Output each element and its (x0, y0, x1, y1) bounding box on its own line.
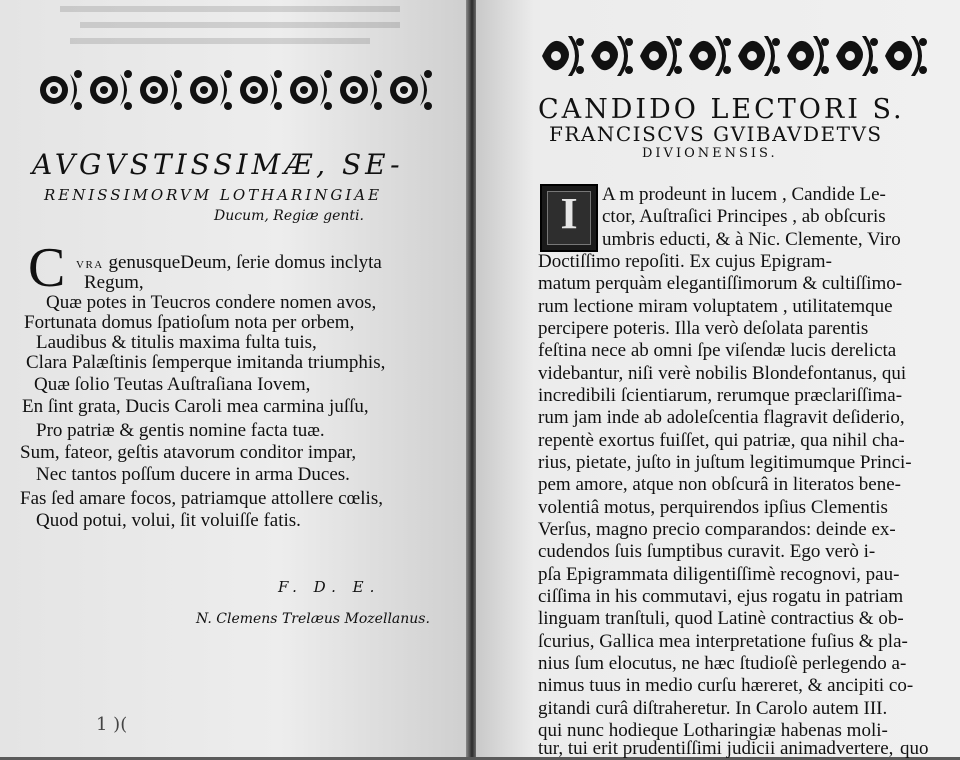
ornamental-headpiece-right (538, 30, 930, 82)
poem-line: Fas ſed amare focos, patriamque attollere cœlis, (20, 488, 383, 509)
poem-line: Fortunata domus ſpatioſum nota per orbem, (24, 312, 355, 333)
preface-line: Doctiſſimo repoſiti. Ex cujus Epigram- (538, 251, 832, 272)
dedication-title-line2: RENISSIMORVM LOTHARINGIAE (44, 186, 383, 204)
decorated-initial-i (540, 184, 598, 252)
preface-line: matum perquàm elegantiſſimorum & cultiſſimo- (538, 273, 903, 294)
preface-line: pſa Epigrammata diligentiſſimè recognovi, pau- (538, 564, 900, 585)
poem-line: Nec tantos poſſum ducere in arma Duces. (36, 464, 350, 485)
left-page (0, 0, 468, 757)
poem-line: En ſint grata, Ducis Caroli mea carmina juſſu, (22, 396, 369, 417)
preface-line: tur, tui erit prudentiſſimi judicii animadvertere, (538, 738, 894, 759)
preface-line: gitandi curâ diſtraheretur. In Carolo autem III. (538, 698, 888, 719)
catchword: quo (900, 738, 929, 759)
preface-line: umbris educti, & à Nic. Clemente, Viro (602, 229, 901, 250)
poem-line: Laudibus & titulis maxima fulta tuis, (36, 332, 317, 353)
small-caps-opening: VRA (76, 259, 104, 271)
preface-line: ſcurius, Gallica mea interpretatione fuſius & pla- (538, 631, 908, 652)
poem-line: Sum, fateor, geſtis atavorum conditor impar, (20, 442, 357, 463)
preface-line: qui nunc hodieque Lotharingiæ habenas moli- (538, 720, 888, 741)
poem-line: Regum, (84, 272, 144, 293)
dedication-title-line3: Ducum, Regiæ genti. (214, 208, 364, 224)
poem-line: Quæ ſolio Teutas Auſtraſiana Iovem, (34, 374, 311, 395)
drop-cap-c: C (28, 237, 66, 299)
preface-line: nimus tuus in medio curſu hæreret, & ancipiti co- (538, 675, 914, 696)
preface-line: videbantur, niſi verè nobilis Blondefontanus, qui (538, 363, 907, 384)
preface-title-line1: CANDIDO LECTORI S. (538, 94, 905, 125)
poem-line: Pro patriæ & gentis nomine facta tuæ. (36, 420, 325, 441)
poem-line: Clara Palæſtinis ſemperque imitanda triumphis, (26, 352, 386, 373)
initial-letter: I (560, 189, 578, 238)
poem-first-line-rest: genusqueDeum, ſerie domus inclyta (108, 252, 382, 273)
preface-line: incredibili ſcientiarum, rerumque præclariſſima- (538, 385, 903, 406)
preface-line: rum jam inde ab adoleſcentia flagravit deſiderio, (538, 407, 905, 428)
preface-line: pem amore, atque non obſcurâ in literatos bene- (538, 474, 901, 495)
preface-line: ciſſima in his commutavi, ejus rogatu in patriam (538, 586, 904, 607)
preface-line: A m prodeunt in lucem , Candide Le- (602, 184, 886, 205)
preface-line: repentè exortus fuiſſet, qui patriæ, qua nihil cha- (538, 430, 905, 451)
preface-title-line2: FRANCISCVS GVIBAVDETVS (549, 122, 883, 146)
preface-line: Verſus, magno precio comparandos: deinde ex- (538, 519, 896, 540)
poem-line: Quod potui, volui, ſit voluiſſe fatis. (36, 510, 301, 531)
preface-line: cudendos ſuis ſumptibus curavit. Ego verò i- (538, 541, 876, 562)
preface-line: volentiâ motus, perquirendos ipſius Clementis (538, 497, 888, 518)
preface-line: nius ſum elocutus, ne hæc ſtudioſè perlegendo a- (538, 653, 907, 674)
bleed-through-text (40, 0, 440, 60)
author-signature: N. Clemens Trelæus Mozellanus. (196, 611, 430, 627)
preface-line: rum lectione miram voluptatem , utilitatemque (538, 296, 893, 317)
preface-line: percipere poteris. Illa verò deſolata parentis (538, 318, 869, 339)
dedication-title-line1: AVGVSTISSIMÆ, SE- (32, 148, 404, 181)
preface-title-line3: DIVIONENSIS. (642, 146, 778, 161)
poem-line (76, 252, 382, 274)
ornamental-headpiece-left (36, 66, 438, 114)
preface-line: rius, pietate, juſto in juſtum legitimumque Princi- (538, 452, 912, 473)
preface-line: linguam tranſtuli, quod Latinè contractius & ob- (538, 608, 904, 629)
preface-line: ctor, Auſtraſici Principes , ab obſcuris (602, 206, 886, 227)
author-initials: F. D. E. (278, 578, 381, 596)
preface-line: feſtina nece ab omni ſpe viſendæ lucis derelicta (538, 340, 897, 361)
poem-line: Quæ potes in Teucros condere nomen avos, (46, 292, 377, 313)
signature-mark: 1 )( (96, 714, 128, 735)
